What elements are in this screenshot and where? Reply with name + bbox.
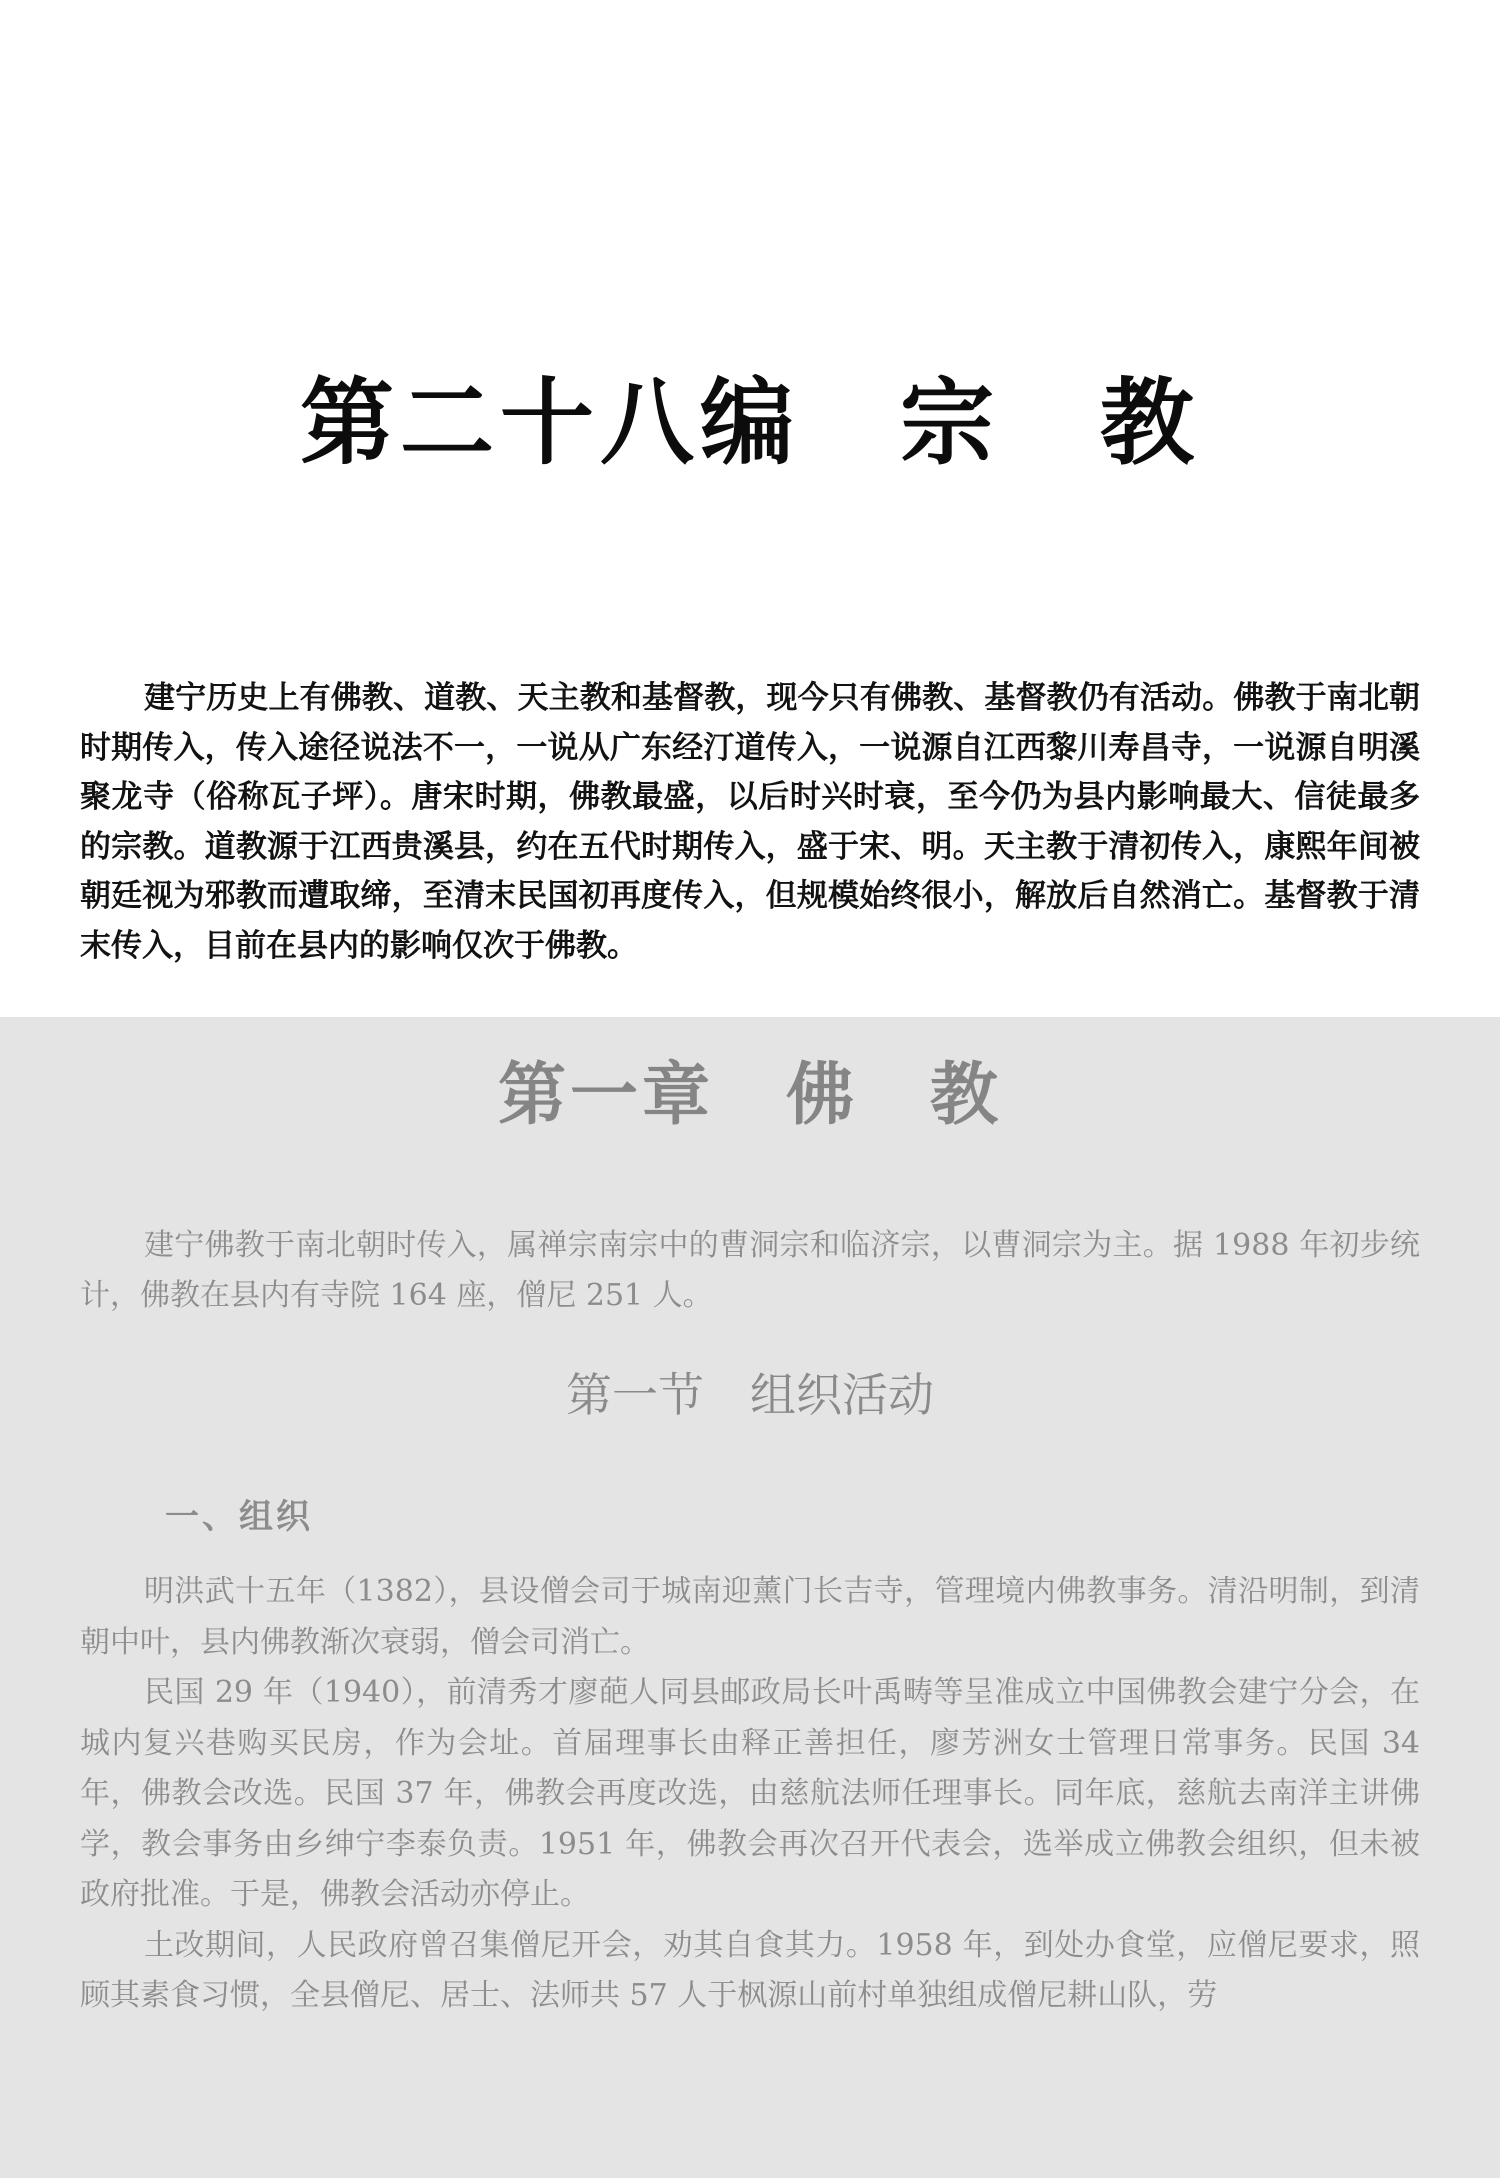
body-paragraph: 民国 29 年（1940），前清秀才廖葩人同县邮政局长叶禹畴等呈准成立中国佛教会建宁分会，在城内复兴巷购买民房，作为会址。首届理事长由释正善担任，廖芳洲女士管理日常事务。民国 34 年，佛教会改选。民国 37 年，佛教会再度改选，由慈航法师任理事长。同年底，慈航去南洋主讲佛学，教会事务由乡绅宁李泰负责。1951 年，佛教会再次召开代表会，选举成立佛教会组织，但未被政府批准。于是，佛教会活动亦停止。 [80, 1675, 1420, 1912]
part-title: 第二十八编 宗 教 [299, 368, 1200, 478]
chapter-intro-paragraph: 建宁佛教于南北朝时传入，属禅宗南宗中的曹洞宗和临济宗，以曹洞宗为主。据 1988 年初步统计，佛教在县内有寺院 164 座，僧尼 251 人。 [80, 1228, 1420, 1313]
subsection-title: 一、组织 [165, 1497, 313, 1537]
body-paragraph: 明洪武十五年（1382），县设僧会司于城南迎薰门长吉寺，管理境内佛教事务。清沿明制，到清朝中叶，县内佛教渐次衰弱，僧会司消亡。 [80, 1574, 1420, 1660]
upper-page-region [0, 0, 1500, 1017]
chapter-title: 第一章 佛 教 [497, 1055, 1002, 1135]
section-body [80, 1567, 1420, 2022]
body-paragraph: 土改期间，人民政府曾召集僧尼开会，劝其自食其力。1958 年，到处办食堂，应僧尼要求，照顾其素食习惯，全县僧尼、居士、法师共 57 人于枫源山前村单独组成僧尼耕山队，劳 [80, 1927, 1420, 2013]
section-title: 第一节 组织活动 [566, 1368, 934, 1422]
part-intro-paragraph: 建宁历史上有佛教、道教、天主教和基督教，现今只有佛教、基督教仍有活动。佛教于南北朝时期传入，传入途径说法不一，一说从广东经汀道传入，一说源自江西黎川寿昌寺，一说源自明溪聚龙寺（俗称瓦子坪）。唐宋时期，佛教最盛，以后时兴时衰，至今仍为县内影响最大、信徒最多的宗教。道教源于江西贵溪县，约在五代时期传入，盛于宋、明。天主教于清初传入，康熙年间被朝廷视为邪教而遭取缔，至清末民国初再度传入，但规模始终很小，解放后自然消亡。基督教于清末传入，目前在县内的影响仅次于佛教。 [80, 680, 1420, 964]
